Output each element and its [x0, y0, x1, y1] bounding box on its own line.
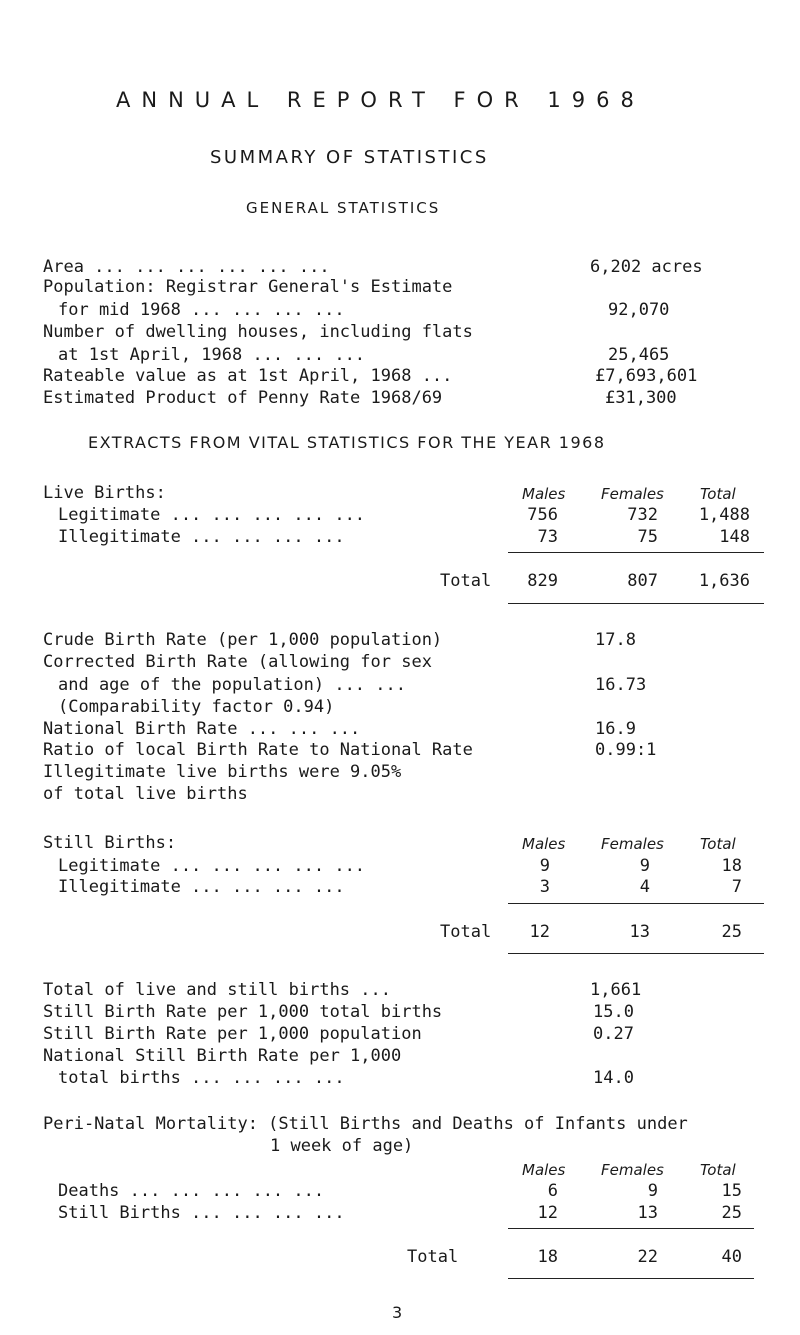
general-row-value: £7,693,601 [595, 366, 698, 386]
cell-total: 25 [721, 1203, 742, 1223]
general-statistics-heading: GENERAL STATISTICS [246, 199, 441, 217]
table-row-label: Illegitimate ... ... ... ... [58, 527, 345, 547]
general-row-value: 25,465 [608, 345, 670, 365]
cell-total: 15 [721, 1181, 742, 1201]
table-row-label: Deaths ... ... ... ... ... [58, 1181, 325, 1201]
column-males: Males [522, 485, 566, 503]
perinatal-label-cont: 1 week of age) [270, 1136, 414, 1156]
total-males: 18 [537, 1247, 558, 1267]
rate-label: Ratio of local Birth Rate to National Rate [43, 740, 473, 760]
cell-males: 73 [537, 527, 558, 547]
cell-total: 1,488 [698, 505, 750, 525]
general-row-value: £31,300 [605, 388, 677, 408]
rate-value: 14.0 [593, 1068, 634, 1088]
general-row-label: Estimated Product of Penny Rate 1968/69 [43, 388, 443, 408]
general-row-value: 6,202 acres [590, 257, 703, 277]
cell-males: 9 [539, 856, 550, 876]
total-females: 807 [627, 571, 658, 591]
table-rule [508, 1228, 754, 1229]
rate-label: and age of the population) ... ... [58, 675, 406, 695]
total-total: 25 [721, 922, 742, 942]
table-row-label: Still Births ... ... ... ... [58, 1203, 345, 1223]
cell-males: 6 [547, 1181, 558, 1201]
rate-label: Still Birth Rate per 1,000 population [43, 1024, 422, 1044]
rate-label: National Birth Rate ... ... ... [43, 719, 361, 739]
rate-value: 0.99:1 [595, 740, 657, 760]
table-rule [508, 603, 764, 604]
page-number: 3 [392, 1303, 403, 1322]
cell-females: 9 [647, 1181, 658, 1201]
rate-value: 16.9 [595, 719, 636, 739]
rate-label: Total of live and still births ... [43, 980, 391, 1000]
cell-females: 75 [637, 527, 658, 547]
still-births-label: Still Births: [43, 833, 177, 853]
perinatal-label: Peri-Natal Mortality: (Still Births and Deaths of Infants under [43, 1114, 688, 1134]
column-males: Males [522, 835, 566, 853]
column-total: Total [700, 835, 736, 853]
rate-value: 0.27 [593, 1024, 634, 1044]
cell-females: 13 [637, 1203, 658, 1223]
table-rule [508, 1278, 754, 1279]
rate-label: Illegitimate live births were 9.05% [43, 762, 402, 782]
rate-label: National Still Birth Rate per 1,000 [43, 1046, 402, 1066]
total-label: Total [440, 571, 492, 591]
rate-label: Corrected Birth Rate (allowing for sex [43, 652, 432, 672]
column-females: Females [601, 1161, 664, 1179]
table-rule [508, 552, 764, 553]
cell-males: 12 [537, 1203, 558, 1223]
general-row-value: 92,070 [608, 300, 670, 320]
cell-total: 18 [721, 856, 742, 876]
cell-females: 732 [627, 505, 658, 525]
general-row-label: Number of dwelling houses, including flats [43, 322, 473, 342]
table-rule [508, 953, 764, 954]
summary-heading: SUMMARY OF STATISTICS [210, 147, 489, 168]
table-row-label: Illegitimate ... ... ... ... [58, 877, 345, 897]
live-births-label: Live Births: [43, 483, 166, 503]
rate-label: total births ... ... ... ... [58, 1068, 345, 1088]
total-females: 13 [629, 922, 650, 942]
table-rule [508, 903, 764, 904]
rate-value: 16.73 [595, 675, 647, 695]
table-row-label: Legitimate ... ... ... ... ... [58, 856, 366, 876]
column-males: Males [522, 1161, 566, 1179]
rate-label: (Comparability factor 0.94) [58, 697, 335, 717]
cell-total: 148 [719, 527, 750, 547]
total-total: 1,636 [698, 571, 750, 591]
cell-total: 7 [731, 877, 742, 897]
total-label: Total [440, 922, 492, 942]
rate-label: Crude Birth Rate (per 1,000 population) [43, 630, 443, 650]
rate-value: 15.0 [593, 1002, 634, 1022]
total-total: 40 [721, 1247, 742, 1267]
report-title: ANNUAL REPORT FOR 1968 [116, 88, 645, 112]
total-females: 22 [637, 1247, 658, 1267]
cell-females: 4 [639, 877, 650, 897]
column-females: Females [601, 835, 664, 853]
total-males: 829 [527, 571, 558, 591]
column-females: Females [601, 485, 664, 503]
general-row-label: Rateable value as at 1st April, 1968 ... [43, 366, 453, 386]
rate-value: 17.8 [595, 630, 636, 650]
cell-females: 9 [639, 856, 650, 876]
general-row-label: at 1st April, 1968 ... ... ... [58, 345, 366, 365]
column-total: Total [700, 485, 736, 503]
rate-label: of total live births [43, 784, 248, 804]
general-row-label: for mid 1968 ... ... ... ... [58, 300, 345, 320]
rate-value: 1,661 [590, 980, 642, 1000]
general-row-label: Area ... ... ... ... ... ... [43, 257, 330, 277]
total-males: 12 [529, 922, 550, 942]
total-label: Total [407, 1247, 459, 1267]
column-total: Total [700, 1161, 736, 1179]
general-row-label: Population: Registrar General's Estimate [43, 277, 453, 297]
table-row-label: Legitimate ... ... ... ... ... [58, 505, 366, 525]
vital-statistics-heading: EXTRACTS FROM VITAL STATISTICS FOR THE YEAR 1968 [88, 433, 606, 452]
rate-label: Still Birth Rate per 1,000 total births [43, 1002, 443, 1022]
cell-males: 3 [539, 877, 550, 897]
cell-males: 756 [527, 505, 558, 525]
